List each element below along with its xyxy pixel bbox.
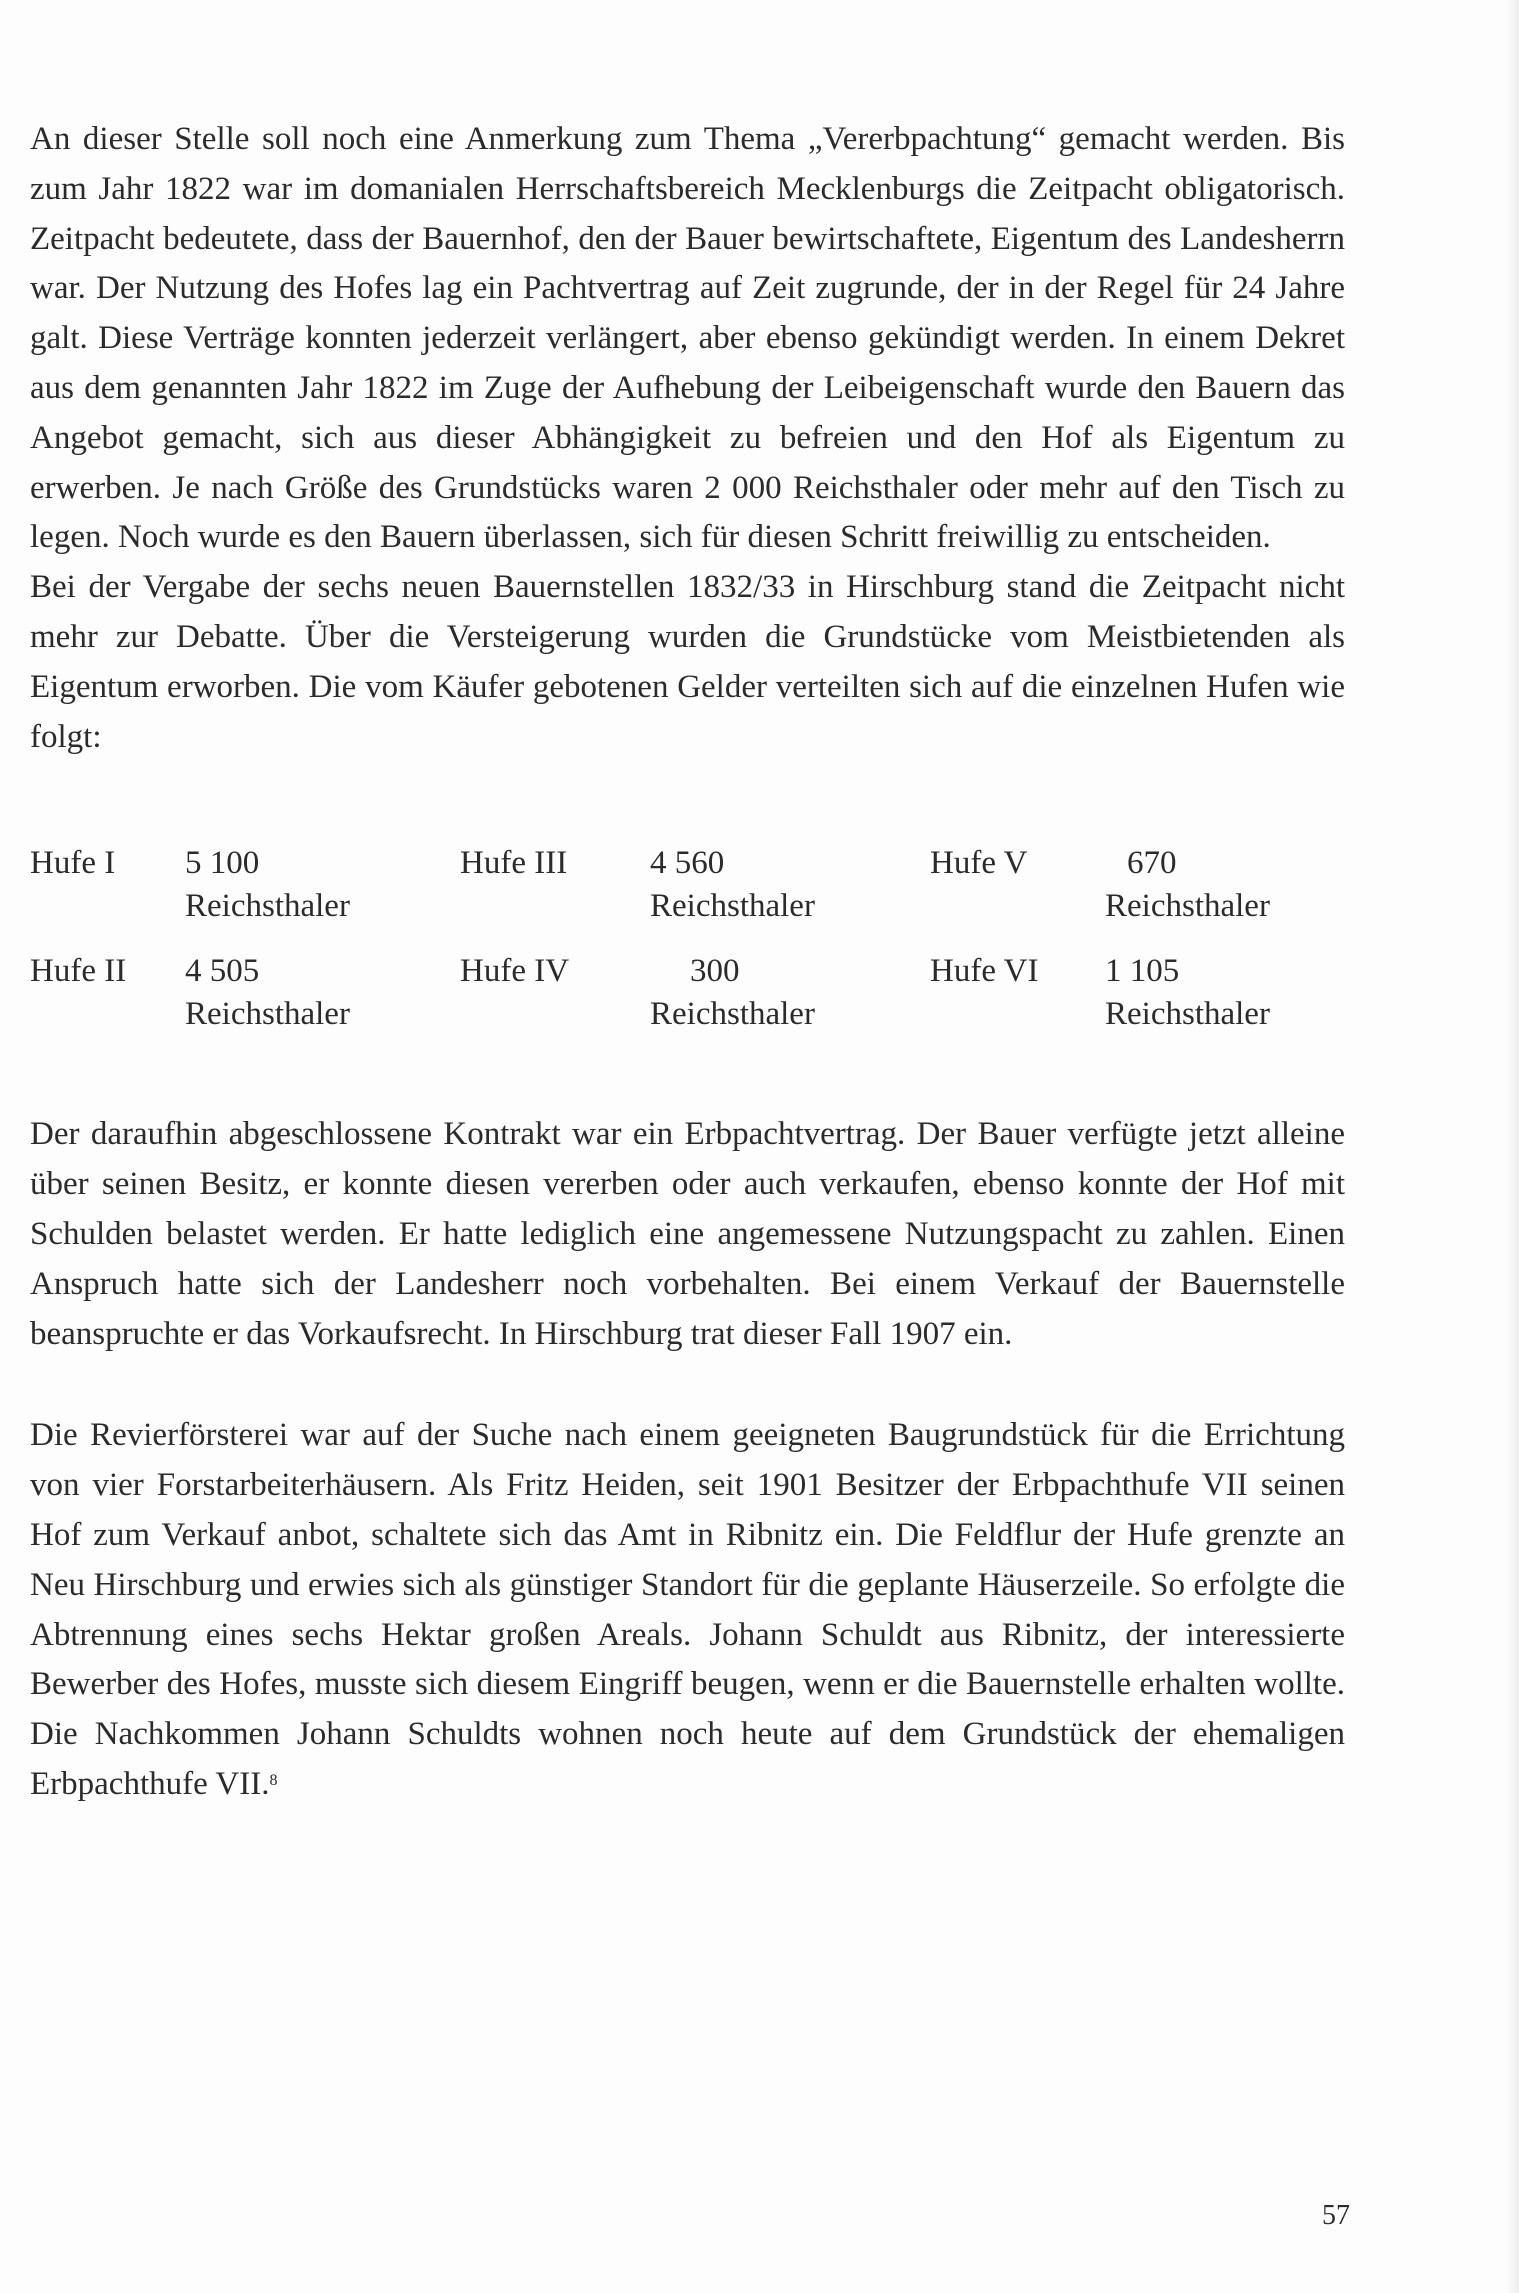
hufe-price bbox=[185, 842, 460, 928]
footnote-marker[interactable]: 8 bbox=[269, 1771, 278, 1789]
hufe-unit: Reichsthaler bbox=[185, 996, 350, 1033]
paragraph-erbpachtvertrag: Der daraufhin abgeschlossene Kontrakt war ein Erbpachtvertrag. Der Bauer verfügte jetzt alleine über seinen Besitz, er konnte diesen vererben oder auch verkaufen, ebenso konnte der Hof mit Schulden belastet werden. Er hatte lediglich eine angemessene Nutzungspacht zu zahlen. Einen Anspruch hatte sich der Landesherr noch vorbehalten. Bei einem Verkauf der Bauernstelle beanspruchte er das Vorkaufsrecht. In Hirschburg trat dieser Fall 1907 ein. bbox=[30, 1116, 1345, 1352]
hufe-name: Hufe III bbox=[460, 845, 568, 882]
hufe-amount: 300 bbox=[690, 953, 740, 990]
hufe-amount: 4 505 bbox=[185, 953, 260, 990]
paragraph-revierfoersterei bbox=[30, 1411, 1345, 1809]
hufe-unit: Reichsthaler bbox=[1105, 996, 1270, 1033]
hufe-unit: Reichsthaler bbox=[185, 888, 350, 925]
hufe-price bbox=[650, 842, 930, 928]
hufe-unit: Reichsthaler bbox=[650, 996, 815, 1033]
hufe-amount: 1 105 bbox=[1105, 953, 1180, 990]
hufe-amount: 670 bbox=[1127, 845, 1177, 882]
paragraph-vererbpachtung: An dieser Stelle soll noch eine Anmerkung zum Thema „Vererbpachtung“ gemacht werden. Bis zum Jahr 1822 war im domanialen Herrschaftsbereich Mecklenburgs die Zeitpacht obligatorisch. Zeitpacht bedeutete, dass der Bauernhof, den der Bauer bewirtschaftete, Eigentum des Landesherrn war. Der Nutzung des Hofes lag ein Pachtvertrag auf Zeit zugrunde, der in der Regel für 24 Jahre galt. Diese Verträge konnten jederzeit verlängert, aber ebenso gekündigt werden. In einem Dekret aus dem genannten Jahr 1822 im Zuge der Aufhebung der Leibeigenschaft wurde den Bauern das Angebot gemacht, sich aus dieser Abhängigkeit zu befreien und den Hof als Eigentum zu erwerben. Je nach Größe des Grundstücks waren 2 000 Reichsthaler oder mehr auf den Tisch zu legen. Noch wurde es den Bauern überlassen, sich für diesen Schritt freiwillig zu entscheiden. bbox=[30, 121, 1345, 556]
paragraph-revierfoersterei-text: Die Revierförsterei war auf der Suche nach einem geeigneten Baugrundstück für die Errichtung von vier Forstarbeiterhäusern. Als Fritz Heiden, seit 1901 Besitzer der Erbpachthufe VII seinen Hof zum Verkauf anbot, schaltete sich das Amt in Ribnitz ein. Die Feldflur der Hufe grenzte an Neu Hirschburg und erwies sich als günstiger Standort für die geplante Häuserzeile. So erfolgte die Abtrennung eines sechs Hektar großen Areals. Johann Schuldt aus Ribnitz, der interessierte Bewerber des Hofes, musste sich diesem Eingriff beugen, wenn er die Bauernstelle erhalten wollte. Die Nachkommen Johann Schuldts wohnen noch heute auf dem Grundstück der ehemaligen Erbpachthufe VII. bbox=[30, 1417, 1345, 1802]
page-content bbox=[30, 115, 1345, 1810]
hufe-unit: Reichsthaler bbox=[650, 888, 815, 925]
hufe-name: Hufe IV bbox=[460, 953, 570, 990]
hufe-name: Hufe V bbox=[930, 845, 1028, 882]
hufe-name: Hufe I bbox=[30, 845, 116, 882]
hufe-amount: 4 560 bbox=[650, 845, 725, 882]
hufe-price bbox=[650, 950, 930, 1036]
hufe-name: Hufe VI bbox=[930, 953, 1039, 990]
hufe-price bbox=[185, 950, 460, 1036]
hufen-price-table bbox=[30, 842, 1345, 1036]
page-number: 57 bbox=[1322, 2200, 1350, 2231]
hufe-unit: Reichsthaler bbox=[1105, 888, 1270, 925]
paragraph-vergabe-bauernstellen: Bei der Vergabe der sechs neuen Bauernstellen 1832/33 in Hirschburg stand die Zeitpacht nicht mehr zur Debatte. Über die Versteigerung wurden die Grundstücke vom Meistbietenden als Eigentum erworben. Die vom Käufer gebotenen Gelder verteilten sich auf die einzelnen Hufen wie folgt: bbox=[30, 569, 1345, 755]
page-edge-shadow bbox=[1505, 0, 1519, 2293]
hufe-amount: 5 100 bbox=[185, 845, 260, 882]
hufe-price bbox=[1105, 950, 1345, 1036]
hufe-price bbox=[1105, 842, 1345, 928]
hufe-name: Hufe II bbox=[30, 953, 127, 990]
